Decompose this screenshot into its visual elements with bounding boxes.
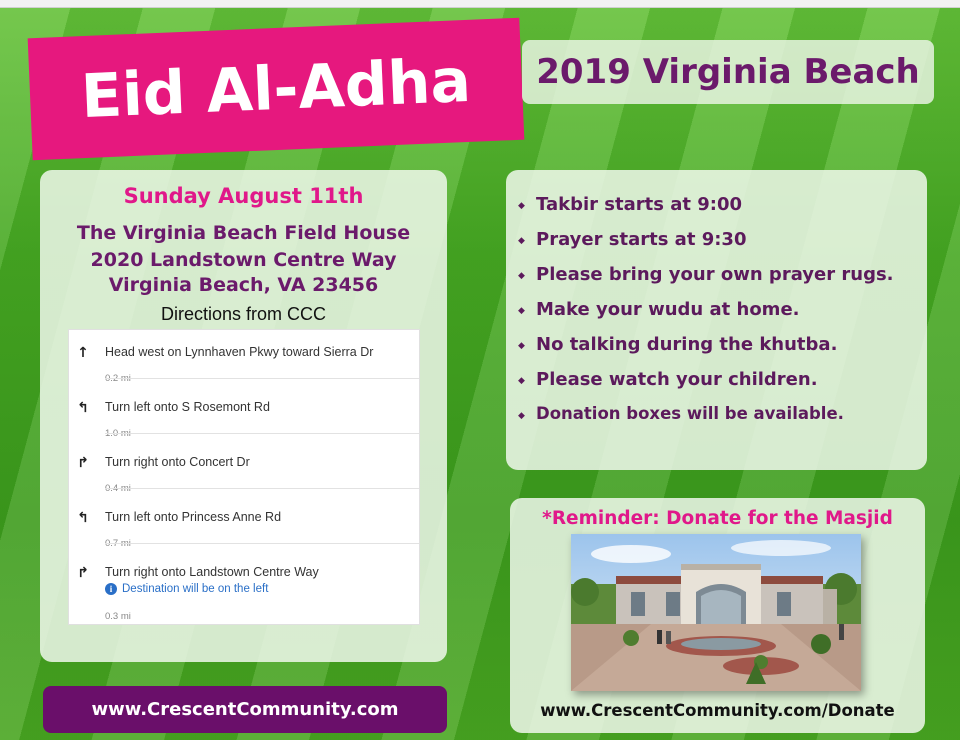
direction-instruction: Turn left onto Princess Anne Rd xyxy=(105,510,282,524)
event-date: Sunday August 11th xyxy=(123,184,364,208)
rules-panel xyxy=(506,170,927,470)
direction-instruction: Turn right onto Concert Dr xyxy=(105,455,250,469)
bullet-icon: ◆ xyxy=(518,201,525,211)
list-item xyxy=(516,194,894,229)
divider xyxy=(105,433,419,434)
divider xyxy=(105,543,419,544)
rules-list xyxy=(516,194,894,439)
rule-text: No talking during the khutba. xyxy=(536,334,838,355)
event-venue: The Virginia Beach Field House xyxy=(76,222,411,244)
bullet-icon: ◆ xyxy=(518,236,525,246)
list-item xyxy=(516,299,894,334)
bullet-icon: ◆ xyxy=(518,306,525,316)
direction-instruction: Turn left onto S Rosemont Rd xyxy=(105,400,270,414)
direction-instruction: Head west on Lynnhaven Pkwy toward Sierra Dr xyxy=(105,345,374,359)
turn-right-icon: ↱ xyxy=(77,565,89,581)
turn-left-icon: ↰ xyxy=(77,510,89,526)
website-link[interactable]: www.CrescentCommunity.com xyxy=(91,699,399,720)
destination-note-text: Destination will be on the left xyxy=(122,583,269,595)
donate-panel xyxy=(510,498,925,733)
bullet-icon: ◆ xyxy=(518,376,525,386)
rule-text: Prayer starts at 9:30 xyxy=(536,229,747,250)
browser-frame-top xyxy=(0,0,960,8)
divider xyxy=(105,378,419,379)
rule-text: Donation boxes will be available. xyxy=(536,404,844,423)
direction-instruction: Turn right onto Landstown Centre Way xyxy=(105,565,319,579)
list-item xyxy=(516,229,894,264)
title-banner xyxy=(28,18,525,160)
event-street: 2020 Landstown Centre Way xyxy=(90,249,397,271)
bullet-icon: ◆ xyxy=(518,341,525,351)
straight-arrow-icon: ↑ xyxy=(77,345,89,361)
directions-heading: Directions from CCC xyxy=(160,304,327,324)
list-item xyxy=(516,404,894,439)
bullet-icon: ◆ xyxy=(518,411,525,421)
rule-text: Takbir starts at 9:00 xyxy=(536,194,742,215)
destination-note[interactable] xyxy=(105,583,268,595)
donate-heading: *Reminder: Donate for the Masjid xyxy=(542,508,893,529)
bullet-icon: ◆ xyxy=(518,271,525,281)
direction-distance: 0.3 mi xyxy=(105,611,131,622)
directions-list xyxy=(68,329,420,625)
rule-text: Make your wudu at home. xyxy=(536,299,800,320)
page-title: Eid Al-Adha xyxy=(79,45,473,133)
website-banner[interactable] xyxy=(43,686,447,733)
event-details-panel xyxy=(40,170,447,662)
list-item xyxy=(516,369,894,404)
page-subtitle: 2019 Virginia Beach xyxy=(536,52,920,92)
subtitle-box xyxy=(522,40,934,104)
donate-link[interactable]: www.CrescentCommunity.com/Donate xyxy=(540,701,895,720)
rule-text: Please bring your own prayer rugs. xyxy=(536,264,894,285)
divider xyxy=(105,488,419,489)
info-icon: i xyxy=(105,583,117,595)
list-item xyxy=(516,334,894,369)
masjid-rendering-image xyxy=(571,534,861,691)
list-item xyxy=(516,264,894,299)
rule-text: Please watch your children. xyxy=(536,369,818,390)
turn-right-icon: ↱ xyxy=(77,455,89,471)
event-city: Virginia Beach, VA 23456 xyxy=(108,274,379,296)
turn-left-icon: ↰ xyxy=(77,400,89,416)
masjid-illustration xyxy=(571,534,861,691)
